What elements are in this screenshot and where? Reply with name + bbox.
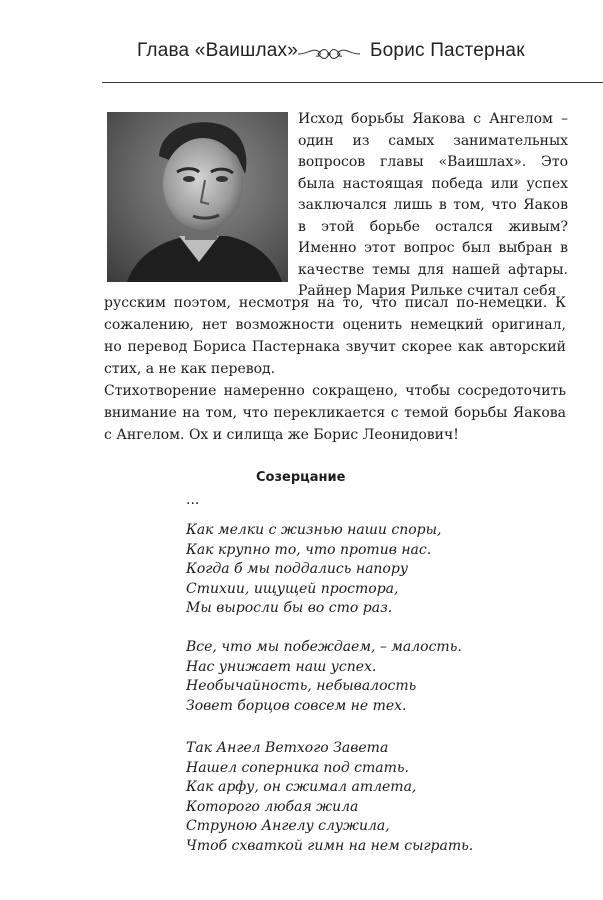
- poem-line: Нас унижает наш успех.: [186, 658, 377, 675]
- poem-line: Так Ангел Ветхого Завета: [186, 740, 389, 756]
- poem-stanza-3: [186, 739, 473, 857]
- poem-line: Необычайность, небывалость: [186, 678, 417, 695]
- author-name: Борис Пастернак: [370, 40, 525, 61]
- intro-continuation: [104, 292, 566, 446]
- portrait-photo-icon: [107, 112, 288, 282]
- poem-line: Чтоб схваткой гимн на нем сыграть.: [186, 837, 474, 854]
- poem-line: Как арфу, он сжимал атлета,: [186, 779, 417, 796]
- poem-stanza-1: [186, 521, 442, 619]
- intro-wrapped-text: Исход борьбы Яакова с Ангелом – один из самых занимательных вопросов главы «Ваишлах». Это была настоящая победа или успех заключался лишь в том, что Яаков в этой борьбе остался живым? Именно этот вопрос был выбран в качестве темы для нашей афтары. Райнер Мария Рильке считал себя: [298, 111, 568, 299]
- intro-continuation-paragraph: русским поэтом, несмотря на то, что писал по-немецки. К сожалению, нет возможности оценить немецкий оригинал, но перевод Бориса Пастернака звучит скорее как авторский стих, а не как перевод.: [104, 295, 566, 377]
- second-paragraph: Стихотворение намеренно сокращено, чтобы сосредоточить внимание на том, что перекликается с темой борьбы Яакова с Ангелом. Ох и силища же Борис Леонидович!: [104, 383, 566, 443]
- poem-ellipsis: ...: [186, 492, 200, 508]
- poem-line: Нашел соперника под стать.: [186, 759, 409, 776]
- flourish-ornament-icon: [296, 44, 362, 64]
- poem-line: Струною Ангелу служила,: [186, 818, 390, 835]
- chapter-title: Глава «Ваишлах»: [137, 40, 298, 61]
- poem-line: Которого любая жила: [186, 798, 359, 815]
- header-rule: [102, 82, 603, 83]
- running-header: [0, 32, 603, 72]
- poem-line: Все, что мы побеждаем, – малость.: [186, 639, 462, 655]
- poem-line: Зовет борцов совсем не тех.: [186, 697, 407, 714]
- poem-line: Как крупно то, что против нас.: [186, 541, 432, 558]
- poem-line: Мы выросли бы во сто раз.: [186, 600, 393, 617]
- poem-title: Созерцание: [256, 470, 346, 485]
- poem-line: Стихии, ищущей простора,: [186, 580, 399, 597]
- poem-stanza-2: [186, 638, 462, 716]
- poem-line: Когда б мы поддались напору: [186, 561, 408, 578]
- poem-line: Как мелки с жизнью наши споры,: [186, 522, 442, 538]
